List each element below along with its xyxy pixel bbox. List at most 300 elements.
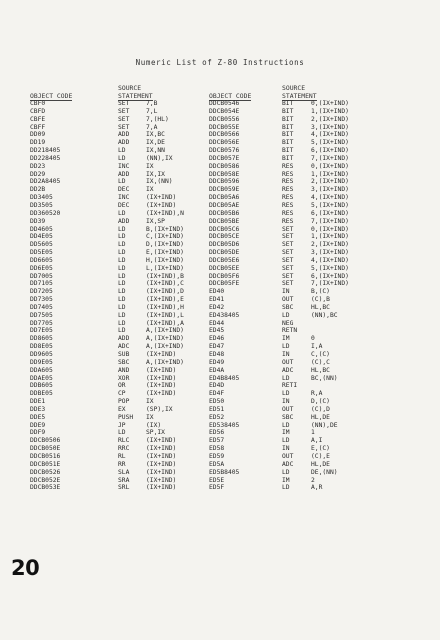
mnemonic-cell: RES [282, 201, 294, 209]
left-operand-column [146, 100, 184, 492]
operand-cell: R,A [311, 390, 323, 398]
operand-cell: 7,B [146, 100, 158, 107]
object-code-cell: ED5E [209, 476, 225, 484]
mnemonic-cell: SLA [118, 468, 130, 476]
mnemonic-cell: SET [282, 249, 294, 257]
object-code-cell: ED59 [209, 452, 225, 460]
mnemonic-cell: RES [282, 170, 294, 178]
operand-cell: (IX+IND) [146, 468, 177, 476]
mnemonic-cell: IN [282, 351, 290, 358]
mnemonic-cell: IN [282, 288, 290, 296]
object-code-cell: ED4F [209, 390, 225, 398]
left-source-label: SOURCE [118, 84, 142, 92]
operand-cell: (IX+IND) [146, 194, 177, 202]
operand-cell: D,(C) [311, 398, 330, 406]
object-code-cell: DDE3 [30, 405, 46, 413]
object-code-cell: DDCB05C6 [209, 225, 240, 233]
operand-cell: IX,(NN) [146, 178, 173, 186]
operand-cell: DE,(NN) [311, 468, 338, 476]
mnemonic-cell: BIT [282, 123, 294, 131]
operand-cell: HL,BC [311, 366, 330, 374]
operand-cell: 4,(IX+IND) [311, 194, 349, 202]
object-code-cell: ED56 [209, 429, 225, 437]
operand-cell: 7,L [146, 107, 158, 115]
object-code-cell: ED48 [209, 351, 225, 358]
operand-cell: 3,(IX+IND) [311, 123, 349, 131]
object-code-cell: DD7505 [30, 311, 53, 319]
mnemonic-cell: RETN [282, 327, 298, 335]
object-code-cell: DDCB058E [209, 170, 240, 178]
mnemonic-cell: LD [118, 296, 126, 304]
mnemonic-cell: ADC [118, 343, 130, 351]
mnemonic-cell: JP [118, 421, 126, 429]
operand-cell: (IX+IND),D [146, 288, 184, 296]
object-code-cell: DD5E05 [30, 249, 53, 257]
mnemonic-cell: LD [282, 437, 290, 445]
object-code-cell: ED58 [209, 445, 225, 453]
operand-cell: (NN),BC [311, 311, 338, 319]
operand-cell: (IX+IND) [146, 460, 177, 468]
operand-cell: B,(IX+IND) [146, 225, 184, 233]
mnemonic-cell: AND [118, 366, 130, 374]
operand-cell: 2,(IX+IND) [311, 115, 349, 123]
object-code-cell: ED57 [209, 437, 225, 445]
object-code-cell: DD7105 [30, 280, 53, 288]
object-code-cell: ED4B8405 [209, 374, 240, 382]
mnemonic-cell: LD [282, 390, 290, 398]
operand-cell: D,(IX+IND) [146, 241, 184, 249]
operand-cell: 7,(HL) [146, 115, 169, 123]
object-code-cell: DDCB0546 [209, 100, 240, 107]
mnemonic-cell: ADD [118, 170, 130, 178]
object-code-cell: ED50 [209, 398, 225, 406]
operand-cell: 2,(IX+IND) [311, 178, 349, 186]
mnemonic-cell: LD [282, 484, 290, 492]
operand-cell: H,(IX+IND) [146, 256, 184, 264]
object-code-cell: CBF0 [30, 100, 46, 107]
object-code-cell: DDBE05 [30, 390, 53, 398]
right-statement-header [282, 84, 317, 101]
operand-cell: IX [146, 398, 154, 406]
mnemonic-cell: DEC [118, 186, 130, 194]
mnemonic-cell: LD [118, 249, 126, 257]
mnemonic-cell: INC [118, 162, 130, 170]
mnemonic-cell: LD [118, 319, 126, 327]
object-code-cell: ED45 [209, 327, 225, 335]
object-code-cell: DD360520 [30, 209, 61, 217]
mnemonic-cell: BIT [282, 107, 294, 115]
operand-cell: HL,DE [311, 460, 330, 468]
operand-cell: IX,BC [146, 131, 165, 139]
object-code-cell: DDCB0556 [209, 115, 240, 123]
left-statement-header [118, 84, 153, 101]
operand-cell: IX,NN [146, 147, 165, 155]
object-code-cell: DD228405 [30, 154, 61, 162]
operand-cell: L,(IX+IND) [146, 264, 184, 272]
object-code-cell: DDE9 [30, 421, 46, 429]
operand-cell: 1,(IX+IND) [311, 107, 349, 115]
object-code-cell: ED49 [209, 358, 225, 366]
operand-cell: 0 [311, 335, 315, 343]
object-code-cell: CBFE [30, 115, 46, 123]
object-code-cell: DDAE05 [30, 374, 53, 382]
mnemonic-cell: LD [118, 241, 126, 249]
left-object-code-column [30, 100, 60, 492]
operand-cell: 0,(IX+IND) [311, 100, 349, 107]
mnemonic-cell: LD [282, 421, 290, 429]
operand-cell: (C),B [311, 296, 330, 304]
object-code-cell: DD7E05 [30, 327, 53, 335]
object-code-cell: DDCB05D6 [209, 241, 240, 249]
object-code-cell: DDA605 [30, 366, 53, 374]
object-code-cell: DDCB059E [209, 186, 240, 194]
mnemonic-cell: SET [282, 272, 294, 280]
operand-cell: 4,(IX+IND) [311, 256, 349, 264]
operand-cell: A,(IX+IND) [146, 335, 184, 343]
mnemonic-cell: OUT [282, 452, 294, 460]
object-code-cell: ED42 [209, 303, 225, 311]
operand-cell: IX,DE [146, 139, 165, 147]
mnemonic-cell: DEC [118, 201, 130, 209]
object-code-cell: DD7305 [30, 296, 53, 304]
operand-cell: 5,(IX+IND) [311, 264, 349, 272]
object-code-cell: ED5A [209, 460, 225, 468]
mnemonic-cell: BIT [282, 100, 294, 107]
operand-cell [311, 327, 349, 335]
operand-cell: (IX+IND) [146, 382, 177, 390]
mnemonic-cell: SET [118, 115, 130, 123]
mnemonic-cell: SET [282, 256, 294, 264]
object-code-cell: DDCB05F6 [209, 272, 240, 280]
left-statement-label: STATEMENT [118, 92, 153, 100]
right-object-code-label: OBJECT CODE [209, 92, 252, 100]
mnemonic-cell: RES [282, 217, 294, 225]
operand-cell: (C),D [311, 405, 330, 413]
mnemonic-cell: LD [118, 264, 126, 272]
object-code-cell: DD218405 [30, 147, 61, 155]
operand-cell: 2,(IX+IND) [311, 241, 349, 249]
object-code-cell: ED4A [209, 366, 225, 374]
mnemonic-cell: OUT [282, 358, 294, 366]
mnemonic-cell: BIT [282, 154, 294, 162]
object-code-cell: DDCB0596 [209, 178, 240, 186]
operand-cell: (IX+IND),B [146, 272, 184, 280]
mnemonic-cell: ADC [282, 460, 294, 468]
operand-cell: E,(IX+IND) [146, 249, 184, 257]
right-operand-column [311, 100, 349, 492]
operand-cell: E,(C) [311, 445, 330, 453]
operand-cell: (IX+IND) [146, 201, 177, 209]
operand-cell: (IX+IND) [146, 437, 177, 445]
mnemonic-cell: LD [118, 429, 126, 437]
operand-cell: (IX+IND) [146, 374, 177, 382]
mnemonic-cell: SET [282, 225, 294, 233]
operand-cell: (IX+IND),E [146, 296, 184, 304]
object-code-cell: DD8E05 [30, 343, 53, 351]
object-code-cell: DDCB05A6 [209, 194, 240, 202]
mnemonic-cell: LD [118, 154, 126, 162]
mnemonic-cell: ADD [118, 139, 130, 147]
right-object-code-column [209, 100, 239, 492]
object-code-cell: DDF9 [30, 429, 46, 437]
mnemonic-cell: IN [282, 445, 290, 453]
page-title: Numeric List of Z-80 Instructions [135, 58, 305, 67]
object-code-cell: DDCB050E [30, 445, 61, 453]
object-code-cell: DDCB05BE [209, 217, 240, 225]
object-code-cell: DDCB05AE [209, 201, 240, 209]
object-code-cell: DD2A8405 [30, 178, 61, 186]
object-code-cell: CBFF [30, 123, 46, 131]
operand-cell: C,(IX+IND) [146, 233, 184, 241]
mnemonic-cell: INC [118, 194, 130, 202]
object-code-cell: DDCB052E [30, 476, 61, 484]
mnemonic-cell: RES [282, 162, 294, 170]
operand-cell: 7,(IX+IND) [311, 217, 349, 225]
object-code-cell: DDCB055E [209, 123, 240, 131]
operand-cell: (C),C [311, 358, 330, 366]
mnemonic-cell: SET [118, 100, 130, 107]
object-code-cell: DDCB0506 [30, 437, 61, 445]
mnemonic-cell: IN [282, 398, 290, 406]
mnemonic-cell: ADD [118, 131, 130, 139]
object-code-cell: ED5F [209, 484, 225, 492]
mnemonic-cell: RRC [118, 445, 130, 453]
object-code-cell: ED5B8405 [209, 468, 240, 476]
object-code-cell: DD09 [30, 131, 46, 139]
object-code-cell: DDE5 [30, 413, 46, 421]
operand-cell: B,(C) [311, 288, 330, 296]
object-code-cell: ED44 [209, 319, 225, 327]
object-code-cell: DDCB056E [209, 139, 240, 147]
object-code-cell: DDE1 [30, 398, 46, 406]
operand-cell: (IX+IND),L [146, 311, 184, 319]
mnemonic-cell: SRA [118, 476, 130, 484]
mnemonic-cell: BIT [282, 115, 294, 123]
mnemonic-cell: SBC [282, 303, 294, 311]
right-source-label: SOURCE [282, 84, 306, 92]
mnemonic-cell: LD [118, 272, 126, 280]
object-code-cell: ED41 [209, 296, 225, 304]
operand-cell: 6,(IX+IND) [311, 147, 349, 155]
object-code-cell: DDCB0516 [30, 452, 61, 460]
mnemonic-cell: LD [118, 225, 126, 233]
object-code-cell: ED40 [209, 288, 225, 296]
operand-cell: 1,(IX+IND) [311, 170, 349, 178]
object-code-cell: DD9E05 [30, 358, 53, 366]
mnemonic-cell: SBC [282, 413, 294, 421]
mnemonic-cell: LD [118, 303, 126, 311]
object-code-cell: DDB605 [30, 382, 53, 390]
mnemonic-cell: RL [118, 452, 126, 460]
object-code-cell: DD7405 [30, 303, 53, 311]
object-code-cell: DD7205 [30, 288, 53, 296]
operand-cell: 3,(IX+IND) [311, 249, 349, 257]
object-code-cell: DDCB057E [209, 154, 240, 162]
operand-cell: SP,IX [146, 429, 165, 437]
operand-cell: BC,(NN) [311, 374, 338, 382]
operand-cell: A,(IX+IND) [146, 343, 184, 351]
object-code-cell: DDCB05EE [209, 264, 240, 272]
operand-cell: (IX) [146, 421, 162, 429]
mnemonic-cell: OUT [282, 296, 294, 304]
mnemonic-cell: ADC [282, 366, 294, 374]
operand-cell: A,I [311, 437, 323, 445]
operand-cell: (IX+IND) [146, 366, 177, 374]
operand-cell: (IX+IND) [146, 445, 177, 453]
operand-cell: (SP),IX [146, 405, 173, 413]
mnemonic-cell: SET [118, 123, 130, 131]
object-code-cell: DD5605 [30, 241, 53, 249]
operand-cell: (C),E [311, 452, 330, 460]
object-code-cell: DDCB054E [209, 107, 240, 115]
object-code-cell: DD4E05 [30, 233, 53, 241]
mnemonic-cell: RLC [118, 437, 130, 445]
operand-cell: IX,SP [146, 217, 165, 225]
mnemonic-cell: LD [118, 327, 126, 335]
operand-cell: (IX+IND) [146, 390, 177, 398]
mnemonic-cell: IM [282, 335, 290, 343]
operand-cell: A,(IX+IND) [146, 358, 184, 366]
mnemonic-cell: LD [282, 374, 290, 382]
operand-cell: 5,(IX+IND) [311, 201, 349, 209]
mnemonic-cell: NEG [282, 319, 294, 327]
mnemonic-cell: BIT [282, 147, 294, 155]
mnemonic-cell: RETI [282, 382, 298, 390]
object-code-cell: ED438405 [209, 311, 240, 319]
operand-cell: HL,BC [311, 303, 330, 311]
mnemonic-cell: BIT [282, 131, 294, 139]
mnemonic-cell: RES [282, 209, 294, 217]
object-code-cell: DDCB0586 [209, 162, 240, 170]
operand-cell: 1 [311, 429, 315, 437]
left-object-code-label: OBJECT CODE [30, 92, 73, 100]
object-code-cell: DD23 [30, 162, 46, 170]
mnemonic-cell: LD [118, 280, 126, 288]
mnemonic-cell: LD [118, 178, 126, 186]
mnemonic-cell: LD [282, 343, 290, 351]
operand-cell: 5,(IX+IND) [311, 139, 349, 147]
object-code-cell: DD6E05 [30, 264, 53, 272]
object-code-cell: ED52 [209, 413, 225, 421]
object-code-cell: DDCB053E [30, 484, 61, 492]
mnemonic-cell: IM [282, 476, 290, 484]
operand-cell: 3,(IX+IND) [311, 186, 349, 194]
mnemonic-cell: SET [118, 107, 130, 115]
operand-cell: (IX+IND) [146, 476, 177, 484]
mnemonic-cell: LD [282, 311, 290, 319]
mnemonic-cell: SET [282, 233, 294, 241]
mnemonic-cell: CP [118, 390, 126, 398]
operand-cell: 2 [311, 476, 315, 484]
operand-cell: 6,(IX+IND) [311, 209, 349, 217]
operand-cell: (NN),IX [146, 154, 173, 162]
operand-cell: I,A [311, 343, 323, 351]
operand-cell: (IX+IND) [146, 452, 177, 460]
mnemonic-cell: OR [118, 382, 126, 390]
object-code-cell: DD3505 [30, 201, 53, 209]
object-code-cell: DDCB051E [30, 460, 61, 468]
mnemonic-cell: SRL [118, 484, 130, 492]
mnemonic-cell: RR [118, 460, 126, 468]
object-code-cell: DDCB05E6 [209, 256, 240, 264]
object-code-cell: ED51 [209, 405, 225, 413]
object-code-cell: DDCB0526 [30, 468, 61, 476]
object-code-cell: DDCB0576 [209, 147, 240, 155]
mnemonic-cell: SET [282, 264, 294, 272]
object-code-cell: DD29 [30, 170, 46, 178]
mnemonic-cell: RES [282, 194, 294, 202]
object-code-cell: ED538405 [209, 421, 240, 429]
operand-cell: 1,(IX+IND) [311, 233, 349, 241]
left-mnemonic-column [118, 100, 133, 492]
object-code-cell: DDCB05B6 [209, 209, 240, 217]
operand-cell: (IX+IND),H [146, 303, 184, 311]
object-code-cell: CBFD [30, 107, 46, 115]
object-code-cell: DD19 [30, 139, 46, 147]
object-code-cell: DD8605 [30, 335, 53, 343]
object-code-cell: DD2B [30, 186, 46, 194]
mnemonic-cell: LD [282, 468, 290, 476]
object-code-cell: DD6605 [30, 256, 53, 264]
object-code-cell: DD3405 [30, 194, 53, 202]
mnemonic-cell: SUB [118, 351, 130, 358]
mnemonic-cell: LD [118, 233, 126, 241]
object-code-cell: DD7005 [30, 272, 53, 280]
mnemonic-cell: LD [118, 147, 126, 155]
operand-cell [311, 320, 349, 328]
right-object-code-header [209, 84, 251, 101]
mnemonic-cell: ADD [118, 217, 130, 225]
mnemonic-cell: RES [282, 178, 294, 186]
operand-cell: HL,DE [311, 413, 330, 421]
operand-cell: 6,(IX+IND) [311, 272, 349, 280]
operand-cell: 4,(IX+IND) [311, 131, 349, 139]
operand-cell: (IX+IND),N [146, 209, 184, 217]
mnemonic-cell: LD [118, 209, 126, 217]
operand-cell: (NN),DE [311, 421, 338, 429]
mnemonic-cell: IM [282, 429, 290, 437]
operand-cell: 7,A [146, 123, 158, 131]
object-code-cell: DD39 [30, 217, 46, 225]
mnemonic-cell: POP [118, 398, 130, 406]
mnemonic-cell: OUT [282, 405, 294, 413]
object-code-cell: DD9605 [30, 351, 53, 358]
object-code-cell: DD4605 [30, 225, 53, 233]
operand-cell: 7,(IX+IND) [311, 280, 349, 288]
mnemonic-cell: LD [118, 256, 126, 264]
operand-cell: IX [146, 162, 154, 170]
mnemonic-cell: SET [282, 241, 294, 249]
operand-cell: (IX+IND),C [146, 280, 184, 288]
operand-cell: IX,IX [146, 170, 165, 178]
mnemonic-cell: PUSH [118, 413, 134, 421]
operand-cell: IX [146, 186, 154, 194]
right-statement-label: STATEMENT [282, 92, 317, 100]
operand-cell: (IX+IND),A [146, 319, 184, 327]
object-code-cell: DDCB05FE [209, 280, 240, 288]
object-code-cell: DDCB0566 [209, 131, 240, 139]
mnemonic-cell: LD [118, 288, 126, 296]
left-object-code-header [30, 84, 72, 101]
operand-cell: 7,(IX+IND) [311, 154, 349, 162]
operand-cell: A,R [311, 484, 323, 492]
object-code-cell: DD7705 [30, 319, 53, 327]
mnemonic-cell: XOR [118, 374, 130, 382]
operand-cell: A,(IX+IND) [146, 327, 184, 335]
operand-cell: 0,(IX+IND) [311, 162, 349, 170]
mnemonic-cell: SET [282, 280, 294, 288]
object-code-cell: ED46 [209, 335, 225, 343]
